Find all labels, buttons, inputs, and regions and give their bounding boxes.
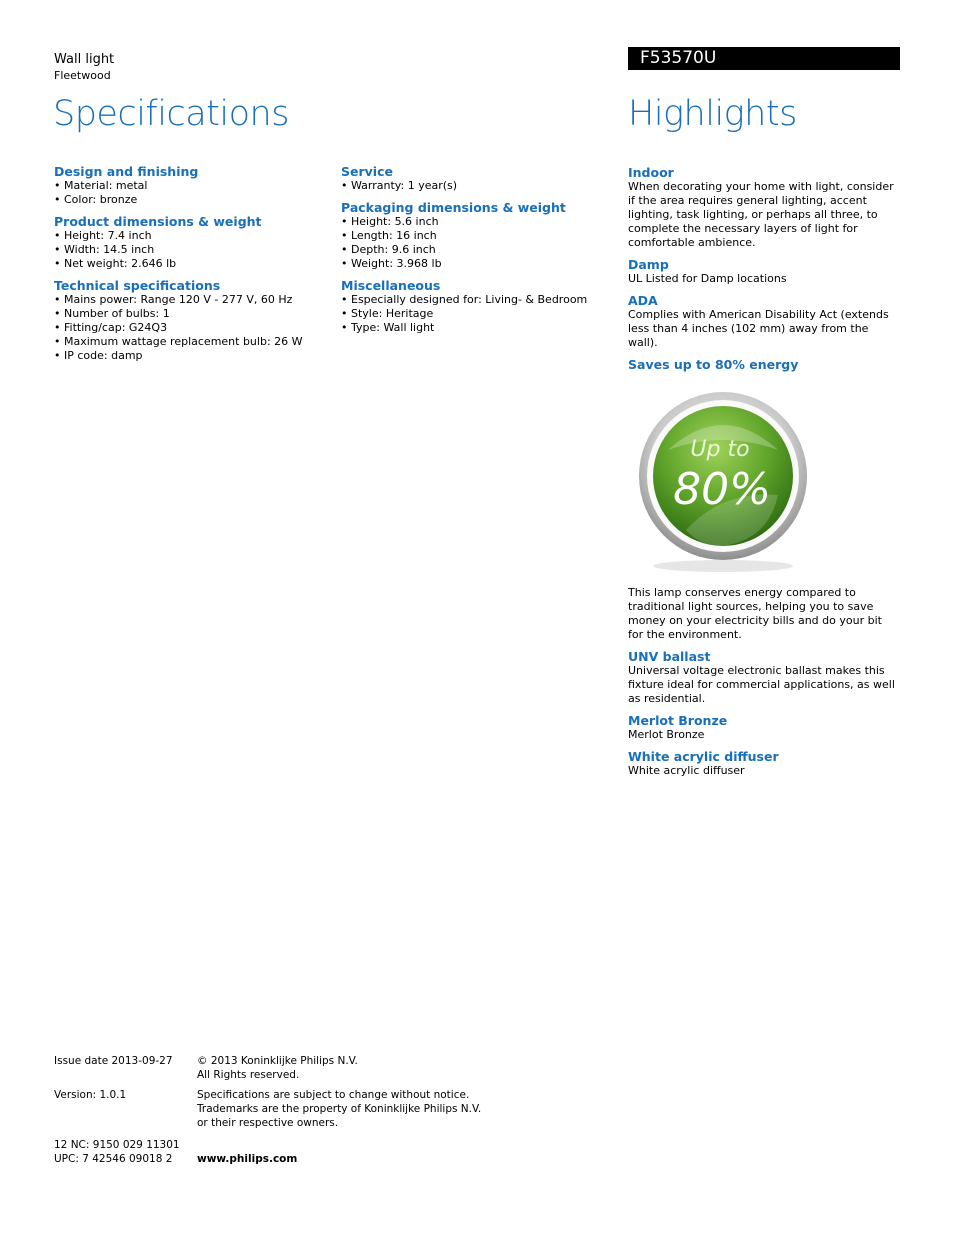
spec-section-title: Miscellaneous	[341, 278, 441, 293]
highlight-indoor	[628, 165, 900, 250]
spec-item: • Fitting/cap: G24Q3	[54, 321, 334, 335]
spec-section-misc	[341, 278, 611, 335]
highlight-unv	[628, 649, 900, 706]
upc-number: UPC: 7 42546 09018 2	[54, 1153, 173, 1165]
highlight-title: UNV ballast	[628, 649, 711, 664]
highlights-column	[628, 165, 900, 785]
highlights-title: Highlights	[628, 94, 797, 134]
badge-value-text: 80%	[673, 464, 771, 515]
version: Version: 1.0.1	[54, 1089, 127, 1101]
spec-item: • Width: 14.5 inch	[54, 243, 334, 257]
spec-item: • Material: metal	[54, 179, 334, 193]
product-type: Wall light	[54, 52, 115, 67]
spec-item: • Net weight: 2.646 lb	[54, 257, 334, 271]
highlight-title: Merlot Bronze	[628, 713, 728, 728]
model-number: F53570U	[628, 47, 900, 70]
highlight-energy	[628, 357, 900, 642]
energy-badge	[628, 380, 814, 576]
specifications-title: Specifications	[53, 94, 289, 134]
highlight-text: Merlot Bronze	[628, 728, 705, 741]
notice-line-1: Specifications are subject to change without notice.	[197, 1089, 470, 1101]
spec-item: • Depth: 9.6 inch	[341, 243, 611, 257]
highlight-ada	[628, 293, 900, 350]
spec-item: • Length: 16 inch	[341, 229, 611, 243]
spec-section-title: Service	[341, 164, 393, 179]
spec-item: • Maximum wattage replacement bulb: 26 W	[54, 335, 334, 349]
highlight-text: White acrylic diffuser	[628, 764, 745, 777]
highlight-text: UL Listed for Damp locations	[628, 272, 787, 285]
highlight-text: When decorating your home with light, consider if the area requires general lighting, accent lighting, task lighting, or perhaps all three, to complete the necessary layers of light for comfortable ambience.	[628, 180, 894, 249]
spec-item: • Type: Wall light	[341, 321, 611, 335]
spec-section-product-dimensions	[54, 214, 334, 271]
energy-badge-graphic	[628, 380, 814, 576]
spec-item: • Style: Heritage	[341, 307, 611, 321]
spec-section-technical	[54, 278, 334, 363]
spec-item: • Warranty: 1 year(s)	[341, 179, 611, 193]
footer	[54, 1054, 554, 1174]
highlight-text: Universal voltage electronic ballast makes this fixture ideal for commercial applications, as well as residential.	[628, 664, 895, 705]
spec-item: • Number of bulbs: 1	[54, 307, 334, 321]
spec-item: • Height: 7.4 inch	[54, 229, 334, 243]
issue-date: Issue date 2013-09-27	[54, 1055, 173, 1067]
highlight-title: Indoor	[628, 165, 674, 180]
spec-section-title: Packaging dimensions & weight	[341, 200, 566, 215]
notice-line-3: or their respective owners.	[197, 1117, 339, 1129]
highlight-title: Saves up to 80% energy	[628, 357, 799, 372]
badge-top-text: Up to	[690, 437, 750, 462]
highlight-title: Damp	[628, 257, 669, 272]
highlight-title: ADA	[628, 293, 658, 308]
highlight-text: This lamp conserves energy compared to traditional light sources, helping you to save money on your electricity bills and do your bit for the environment.	[628, 586, 882, 641]
notice-line-2: Trademarks are the property of Koninklijke Philips N.V.	[197, 1103, 482, 1115]
spec-item: • Mains power: Range 120 V - 277 V, 60 Hz	[54, 293, 334, 307]
spec-item: • Weight: 3.968 lb	[341, 257, 611, 271]
spec-item: • Height: 5.6 inch	[341, 215, 611, 229]
spec-section-title: Design and finishing	[54, 164, 199, 179]
highlight-title: White acrylic diffuser	[628, 749, 779, 764]
spec-section-title: Technical specifications	[54, 278, 221, 293]
product-family: Fleetwood	[54, 69, 111, 82]
copyright-line-1: © 2013 Koninklijke Philips N.V.	[197, 1055, 358, 1067]
highlight-diffuser	[628, 749, 900, 778]
spec-section-design	[54, 164, 334, 207]
highlight-text: Complies with American Disability Act (extends less than 4 inches (102 mm) away from the wall).	[628, 308, 889, 349]
spec-item: • Especially designed for: Living- & Bedroom	[341, 293, 611, 307]
specs-column-1	[54, 164, 334, 370]
specs-column-2	[341, 164, 611, 342]
spec-section-packaging	[341, 200, 611, 271]
spec-section-service	[341, 164, 611, 193]
spec-item: • Color: bronze	[54, 193, 334, 207]
website-link[interactable]: www.philips.com	[197, 1153, 298, 1165]
spec-section-title: Product dimensions & weight	[54, 214, 262, 229]
highlight-damp	[628, 257, 900, 286]
highlight-merlot	[628, 713, 900, 742]
copyright-line-2: All Rights reserved.	[197, 1069, 300, 1081]
spec-item: • IP code: damp	[54, 349, 334, 363]
nc-number: 12 NC: 9150 029 11301	[54, 1139, 180, 1151]
